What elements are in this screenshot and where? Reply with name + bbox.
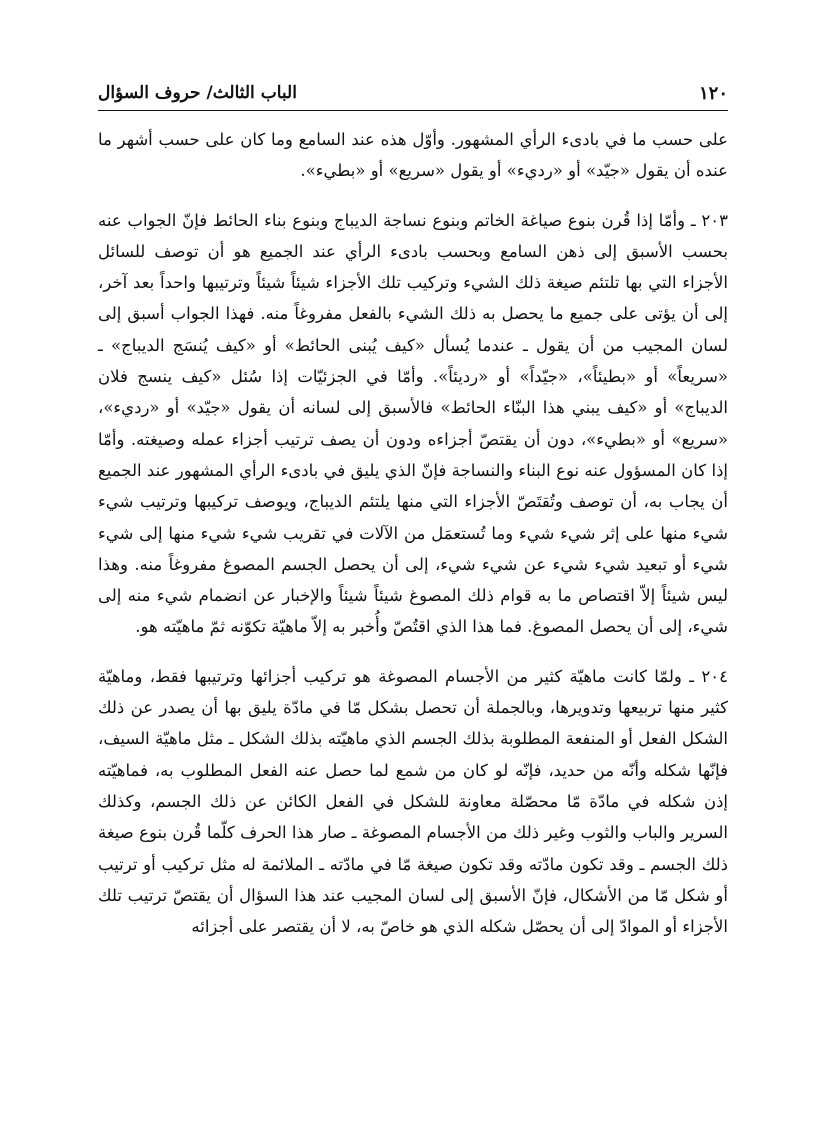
page-number: ١٢٠ <box>698 82 728 104</box>
running-head <box>98 80 728 106</box>
paragraph-203: ٢٠٣ ـ وأمّا إذا قُرن بنوع صياغة الخاتم وبنوع نساجة الديباج وبنوع بناء الحائط فإنّ الجواب عنه بحسب الأسبق إلى ذهن السامع وبحسب بادىء الرأي عند الجميع هو أن توصف للسائل الأجزاء التي بها تلتئم صيغة ذلك الشيء وتركيب تلك الأجزاء شيئاً شيئاً وترتيبها واحداً بعد آخر، إلى أن يؤتى على جميع ما يحصل به ذلك الشيء بالفعل مفروغاً منه. فهذا الجواب أسبق إلى لسان المجيب من أن يقول ـ عندما يُسأل «كيف يُبنى الحائط» أو «كيف يُنسَج الديباج» ـ «سريعاً» أو «بطيئاً»، «جيّداً» أو «رديئاً». وأمّا في الجزئيّات إذا سُئل «كيف ينسج فلان الديباج» أو «كيف يبني هذا البنّاء الحائط» فالأسبق إلى لسانه أن يقول «جيّد» أو «رديء»، «سريع» أو «بطيء»، دون أن يقتصّ أجزاءه ودون أن يصف ترتيب أجزاء عمله وصيغته. وأمّا إذا كان المسؤول عنه نوع البناء والنساجة فإنّ الذي يليق في بادىء الرأي المشهور عند الجميع أن يجاب به، أن توصف وتُقتَصّ الأجزاء التي منها يلتئم الديباج، ويوصف تركيبها وترتيب شيء شيء منها على إثر شيء شيء وما تُستعمَل من الآلات في تقريب شيء شيء منها إلى شيء شيء أو تبعيد شيء شيء عن شيء شيء، إلى أن يحصل الجسم المصوغ مفروغاً منه. وهذا ليس شيئاً إلاّ اقتصاص ما به قوام ذلك المصوغ شيئاً شيئاً والإخبار عن انضمام شيء منه إلى شيء، إلى أن يحصل المصوغ. فما هذا الذي اقتُصّ وأُخبر به إلاّ ماهيّة تكوّنه ثمّ ماهيّته هو. <box>98 210 728 637</box>
paragraph-spacer <box>98 643 728 661</box>
paragraph-continuation: على حسب ما في بادىء الرأي المشهور. وأوّل هذه عند السامع وما كان على حسب أشهر ما عنده أن يقول «جيّد» أو «رديء» أو يقول «سريع» أو «بطيء». <box>98 130 728 181</box>
header-divider <box>98 110 728 111</box>
paragraph-spacer <box>98 187 728 205</box>
chapter-title: الباب الثالث/ حروف السؤال <box>98 83 297 103</box>
paragraph-204: ٢٠٤ ـ ولمّا كانت ماهيّة كثير من الأجسام المصوغة هو تركيب أجزائها وترتيبها فقط، وماهيّة كثير منها تربيعها وتدويرها، وبالجملة أن تحصل بشكل مّا في مادّة يليق بها أن يصدر عن ذلك الشكل الفعل أو المنفعة المطلوبة بذلك الجسم الذي ماهيّته بذلك الشكل ـ مثل ماهيّة السيف، فإنّها شكله وأنّه من حديد، فإنّه لو كان من شمع لما حصل عنه الفعل المطلوب به، فماهيّته إذن شكله في مادّة مّا محصّلة معاونة للشكل في الفعل الكائن عن ذلك الجسم، وكذلك السرير والباب والثوب وغير ذلك من الأجسام المصوغة ـ صار هذا الحرف كلّما قُرن بنوع صيغة ذلك الجسم ـ وقد تكون مادّته وقد تكون صيغة مّا في مادّته ـ الملائمة له مثل تركيب أو ترتيب أو شكل مّا من الأشكال، فإنّ الأسبق إلى لسان المجيب عند هذا السؤال أن يقتصّ ترتيب تلك الأجزاء أو الموادّ إلى أن يحصّل شكله الذي هو خاصّ به، لا أن يقتصر على أجزائه <box>98 666 728 937</box>
body-text <box>98 124 728 942</box>
